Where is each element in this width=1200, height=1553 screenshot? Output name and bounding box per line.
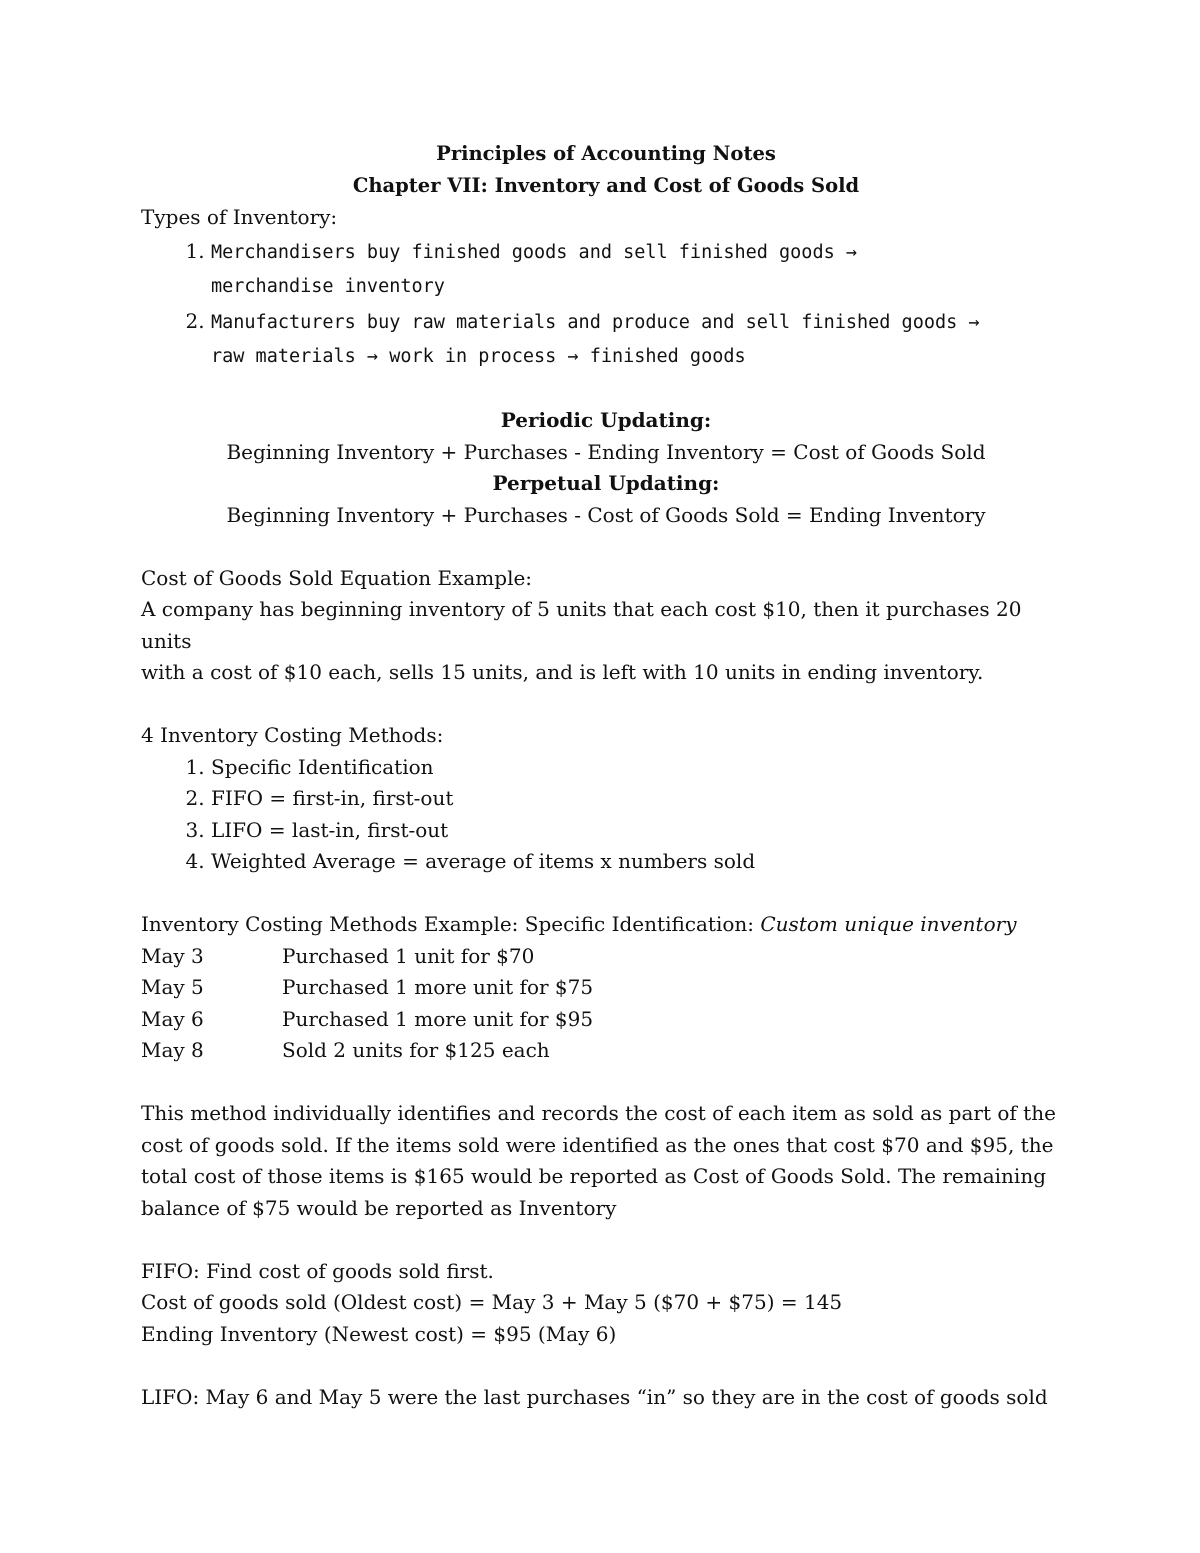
types-list xyxy=(141,234,1071,374)
cogs-example-heading: Cost of Goods Sold Equation Example: xyxy=(141,565,533,590)
spacer xyxy=(141,531,1071,563)
methods-list xyxy=(141,752,1071,878)
perpetual-equation: Beginning Inventory + Purchases - Cost of Goods Sold = Ending Inventory xyxy=(226,502,986,527)
spacer xyxy=(141,1224,1071,1256)
explanation-line: balance of $75 would be reported as Inventory xyxy=(141,1195,617,1220)
fifo-line: Cost of goods sold (Oldest cost) = May 3 + May 5 ($70 + $75) = 145 xyxy=(141,1290,843,1314)
type-line: raw materials → work in process → finished goods xyxy=(211,345,746,367)
list-item xyxy=(211,304,1071,374)
perpetual-heading: Perpetual Updating: xyxy=(492,471,720,495)
transaction-date: May 8 xyxy=(141,1038,204,1062)
spacer xyxy=(141,374,1071,406)
transaction-row xyxy=(141,972,1071,1004)
specific-example-heading-prefix: Inventory Costing Methods Example: Specific Identification: xyxy=(141,912,761,936)
explanation-line: total cost of those items is $165 would be reported as Cost of Goods Sold. The remaining xyxy=(141,1164,1047,1188)
specific-example-heading xyxy=(141,909,1071,941)
document-title: Principles of Accounting Notes xyxy=(436,142,776,165)
cogs-example-text: with a cost of $10 each, sells 15 units, and is left with 10 units in ending inventory. xyxy=(141,660,984,684)
transaction-desc: Purchased 1 more unit for $75 xyxy=(282,975,594,999)
list-item: 3. LIFO = last-in, first-out xyxy=(211,815,1071,847)
specific-example-heading-italic: Custom unique inventory xyxy=(760,912,1017,936)
transaction-row xyxy=(141,1004,1071,1036)
transaction-desc: Purchased 1 unit for $70 xyxy=(282,943,535,968)
transaction-date: May 3 xyxy=(141,943,204,968)
periodic-equation: Beginning Inventory + Purchases - Ending Inventory = Cost of Goods Sold xyxy=(226,439,986,464)
transaction-desc: Purchased 1 more unit for $95 xyxy=(282,1006,594,1031)
list-item: 4. Weighted Average = average of items x numbers sold xyxy=(211,846,1071,878)
document-page xyxy=(141,138,1071,1413)
fifo-line: FIFO: Find cost of goods sold first. xyxy=(141,1258,494,1283)
periodic-heading: Periodic Updating: xyxy=(500,408,712,432)
list-item: 2. FIFO = first-in, first-out xyxy=(211,783,1071,815)
explanation-line: This method individually identifies and records the cost of each item as sold as part of the xyxy=(141,1101,1056,1125)
list-item xyxy=(211,234,1071,304)
spacer xyxy=(141,689,1071,721)
types-heading: Types of Inventory: xyxy=(141,205,338,229)
type-line: 2. Manufacturers buy raw materials and produce and sell finished goods → xyxy=(211,311,980,333)
list-item: 1. Specific Identification xyxy=(211,752,1071,784)
chapter-title: Chapter VII: Inventory and Cost of Goods Sold xyxy=(352,174,860,197)
type-line: 1. Merchandisers buy finished goods and sell finished goods → xyxy=(211,241,858,263)
explanation-line: cost of goods sold. If the items sold were identified as the ones that cost $70 and $95, the xyxy=(141,1132,1054,1157)
type-line: merchandise inventory xyxy=(211,275,445,297)
transaction-row xyxy=(141,941,1071,973)
fifo-line: Ending Inventory (Newest cost) = $95 (May 6) xyxy=(141,1321,617,1346)
spacer xyxy=(141,878,1071,910)
methods-heading: 4 Inventory Costing Methods: xyxy=(141,723,444,747)
cogs-example-text: A company has beginning inventory of 5 units that each cost $10, then it purchases 20 units xyxy=(141,597,1022,653)
transaction-date: May 5 xyxy=(141,975,204,999)
transaction-date: May 6 xyxy=(141,1006,204,1031)
transaction-desc: Sold 2 units for $125 each xyxy=(282,1038,550,1062)
spacer xyxy=(141,1350,1071,1382)
lifo-line: LIFO: May 6 and May 5 were the last purchases “in” so they are in the cost of goods sold xyxy=(141,1384,1048,1409)
transaction-row xyxy=(141,1035,1071,1067)
spacer xyxy=(141,1067,1071,1099)
